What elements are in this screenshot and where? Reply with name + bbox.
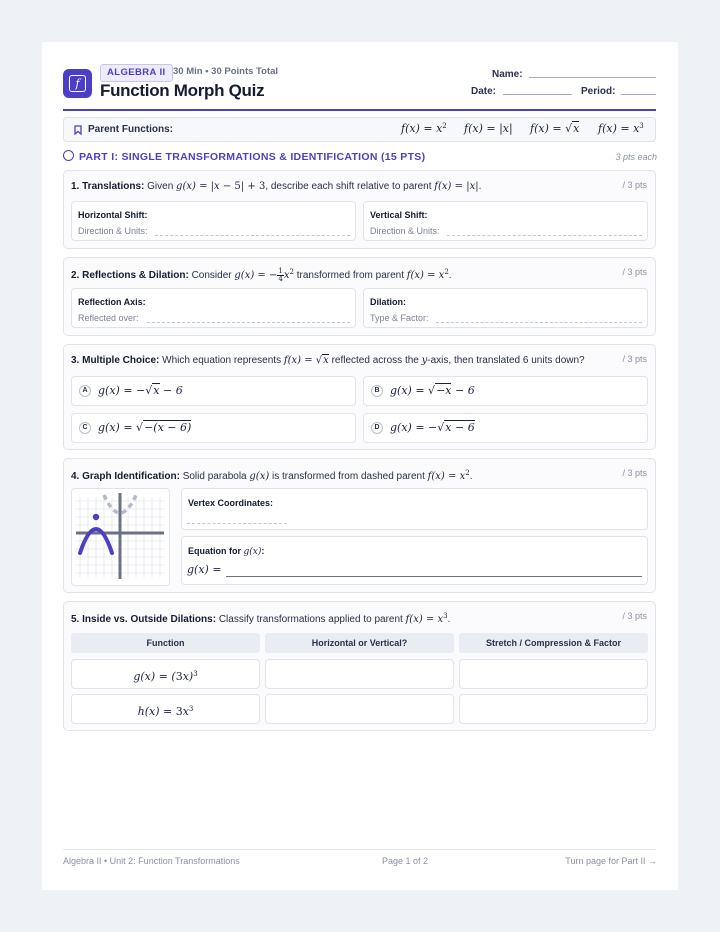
row-1-factor-answer[interactable] xyxy=(459,659,648,689)
parent-function-quadratic: $f(x) = x^2$ xyxy=(401,122,447,135)
horizontal-shift-answer-line[interactable] xyxy=(155,235,350,236)
fraction-denominator: 4 xyxy=(278,275,283,283)
question-3-func: f(x) = √x xyxy=(283,355,329,366)
name-field[interactable] xyxy=(529,77,656,78)
row-2-factor-answer[interactable] xyxy=(459,694,648,724)
option-c-radicand: −(x − 6) xyxy=(144,421,192,434)
question-1-card xyxy=(63,170,656,249)
date-label: Date: xyxy=(471,86,497,97)
equation-box xyxy=(181,536,648,585)
parent-function-absolute: f(x) = |x| xyxy=(464,122,513,135)
equation-answer-prefix: g(x) = xyxy=(187,563,222,576)
reflection-axis-sub: Reflected over: xyxy=(78,313,139,323)
question-4-text-a: Solid parabola xyxy=(182,471,247,482)
question-3-card xyxy=(63,344,656,450)
vertical-shift-sub: Direction & Units: xyxy=(370,226,440,236)
dilation-box xyxy=(363,288,648,328)
question-2-text-a: Consider xyxy=(191,270,232,281)
page-title: Function Morph Quiz xyxy=(100,81,265,100)
vertical-shift-box xyxy=(363,201,648,241)
footer-page-number: Page 1 of 2 xyxy=(382,856,429,866)
option-c[interactable] xyxy=(71,413,356,443)
question-5-card xyxy=(63,601,656,731)
footer-rule xyxy=(63,849,656,850)
question-4-gx: g(x) xyxy=(249,471,270,482)
option-d-lhs: g(x) = − xyxy=(390,421,438,434)
option-c-lhs: g(x) = xyxy=(98,421,137,434)
question-2-card xyxy=(63,257,656,336)
question-4-label: 4. Graph Identification: xyxy=(71,471,180,482)
period-field[interactable] xyxy=(621,94,656,95)
column-direction: Horizontal or Vertical? xyxy=(265,633,454,653)
question-1-given: g(x) = |x − 5| + 3 xyxy=(176,181,266,192)
question-2-text-b: transformed from parent xyxy=(296,270,404,281)
footer-next-link[interactable]: Turn page for Part II → xyxy=(565,856,657,866)
question-5-label: 5. Inside vs. Outside Dilations: xyxy=(71,614,217,625)
function-logo-icon: f xyxy=(63,69,92,98)
parabola-graph xyxy=(71,488,170,586)
equation-answer-line[interactable] xyxy=(226,576,642,577)
row-2-function: $h(x) = 3x^3$ xyxy=(71,694,260,724)
equation-label-text: Equation for xyxy=(188,546,241,556)
question-5-text-end: . xyxy=(447,614,451,625)
question-4-prompt xyxy=(71,469,472,482)
option-b-rhs: − 6 xyxy=(451,384,475,397)
equation-label-colon: : xyxy=(261,546,265,556)
compass-icon xyxy=(63,150,74,161)
question-2-given-lhs: g(x) = − xyxy=(234,270,278,281)
question-3-text-b: reflected across the xyxy=(331,355,419,366)
reflection-axis-title: Reflection Axis: xyxy=(78,297,146,307)
question-2-parent: $f(x) = x^2$ xyxy=(406,268,449,281)
question-5-points: / 3 pts xyxy=(622,611,647,621)
horizontal-shift-sub: Direction & Units: xyxy=(78,226,148,236)
question-2-points: / 3 pts xyxy=(622,267,647,277)
option-c-equation: g(x) = √−(x − 6) xyxy=(98,421,192,434)
reflection-axis-answer-line[interactable] xyxy=(147,322,350,323)
option-b-equation: g(x) = √−x − 6 xyxy=(390,384,475,397)
dilation-sub: Type & Factor: xyxy=(370,313,429,323)
period-label: Period: xyxy=(581,86,616,97)
part-one-heading-text: PART I: SINGLE TRANSFORMATIONS & IDENTIFICATION (15 PTS) xyxy=(79,151,426,163)
fraction-numerator: 1 xyxy=(278,267,283,275)
vertex-answer-line[interactable] xyxy=(187,523,287,524)
bookmark-icon xyxy=(74,125,82,135)
question-3-text-c: -axis, then translated 6 units down? xyxy=(427,355,585,366)
footer-course: Algebra II • Unit 2: Function Transformations xyxy=(63,856,240,866)
option-b-letter: B xyxy=(371,385,383,397)
question-5-prompt xyxy=(71,612,450,625)
worksheet-page xyxy=(42,42,678,890)
question-3-label: 3. Multiple Choice: xyxy=(71,355,160,366)
option-a-letter: A xyxy=(79,385,91,397)
option-d-letter: D xyxy=(371,422,383,434)
question-4-points: / 3 pts xyxy=(622,468,647,478)
option-a-lhs: g(x) = − xyxy=(98,384,146,397)
question-2-label: 2. Reflections & Dilation: xyxy=(71,270,189,281)
coordinate-grid xyxy=(72,489,169,585)
vertical-shift-title: Vertical Shift: xyxy=(370,210,428,220)
table-header xyxy=(71,633,649,653)
row-1-function: $g(x) = (3x)^3$ xyxy=(71,659,260,689)
question-1-parent: f(x) = |x| xyxy=(434,181,479,192)
column-function: Function xyxy=(71,633,260,653)
option-b-radicand: −x xyxy=(436,384,452,397)
parent-function-cubic: $f(x) = x^3$ xyxy=(598,122,644,135)
question-3-text-a: Which equation represents xyxy=(162,355,282,366)
option-a-rhs: − 6 xyxy=(159,384,183,397)
question-3-axis-var: y xyxy=(421,355,428,366)
question-4-parent: $f(x) = x^2$ xyxy=(427,469,470,482)
question-4-card xyxy=(63,458,656,593)
dilation-answer-line[interactable] xyxy=(436,322,642,323)
question-3-points: / 3 pts xyxy=(622,354,647,364)
question-4-text-b: is transformed from dashed parent xyxy=(272,471,425,482)
dilation-title: Dilation: xyxy=(370,297,406,307)
date-field[interactable] xyxy=(503,94,572,95)
question-3-prompt xyxy=(71,355,585,366)
vertex-label: Vertex Coordinates: xyxy=(188,498,274,508)
course-badge: ALGEBRA II xyxy=(100,64,173,82)
question-1-label: 1. Translations: xyxy=(71,181,145,192)
equation-label-var: g(x) xyxy=(243,547,262,557)
option-c-letter: C xyxy=(79,422,91,434)
question-2-given: g(x) = − $\frac{1}{4}$ $x^2$ xyxy=(234,267,294,283)
header-rule xyxy=(63,109,656,111)
option-d-radicand: x − 6 xyxy=(445,421,475,434)
quiz-meta: 30 Min • 30 Points Total xyxy=(173,66,279,77)
question-2-text-end: . xyxy=(448,270,452,281)
question-1-text-a: Given xyxy=(147,181,174,192)
question-5-text-a: Classify transformations applied to parent xyxy=(218,614,403,625)
question-1-points: / 3 pts xyxy=(622,180,647,190)
vertical-shift-answer-line[interactable] xyxy=(447,235,642,236)
points-each: 3 pts each xyxy=(615,152,657,162)
row-2-direction-answer[interactable] xyxy=(265,694,454,724)
question-5-parent: $f(x) = x^3$ xyxy=(405,612,448,625)
name-label: Name: xyxy=(492,69,523,80)
option-b[interactable] xyxy=(363,376,648,406)
option-a[interactable] xyxy=(71,376,356,406)
question-1-prompt xyxy=(71,181,481,192)
horizontal-shift-box xyxy=(71,201,356,241)
option-d[interactable] xyxy=(363,413,648,443)
equation-label xyxy=(188,546,264,557)
horizontal-shift-title: Horizontal Shift: xyxy=(78,210,148,220)
parent-function-sqrt: f(x) = √x xyxy=(530,122,580,135)
reflection-axis-box xyxy=(71,288,356,328)
question-4-text-end: . xyxy=(469,471,473,482)
question-1-text-b: , describe each shift relative to parent xyxy=(265,181,432,192)
option-a-radicand: x xyxy=(153,384,160,397)
parent-functions-label: Parent Functions: xyxy=(88,124,174,135)
parent-functions-bar xyxy=(63,117,656,142)
vertex-box xyxy=(181,488,648,530)
question-1-text-end: . xyxy=(478,181,482,192)
row-1-direction-answer[interactable] xyxy=(265,659,454,689)
question-2-prompt xyxy=(71,268,452,283)
column-factor: Stretch / Compression & Factor xyxy=(459,633,648,653)
option-d-equation: g(x) = −√x − 6 xyxy=(390,421,475,434)
part-one-heading xyxy=(63,150,425,163)
option-b-lhs: g(x) = xyxy=(390,384,429,397)
option-a-equation: g(x) = −√x − 6 xyxy=(98,384,183,397)
